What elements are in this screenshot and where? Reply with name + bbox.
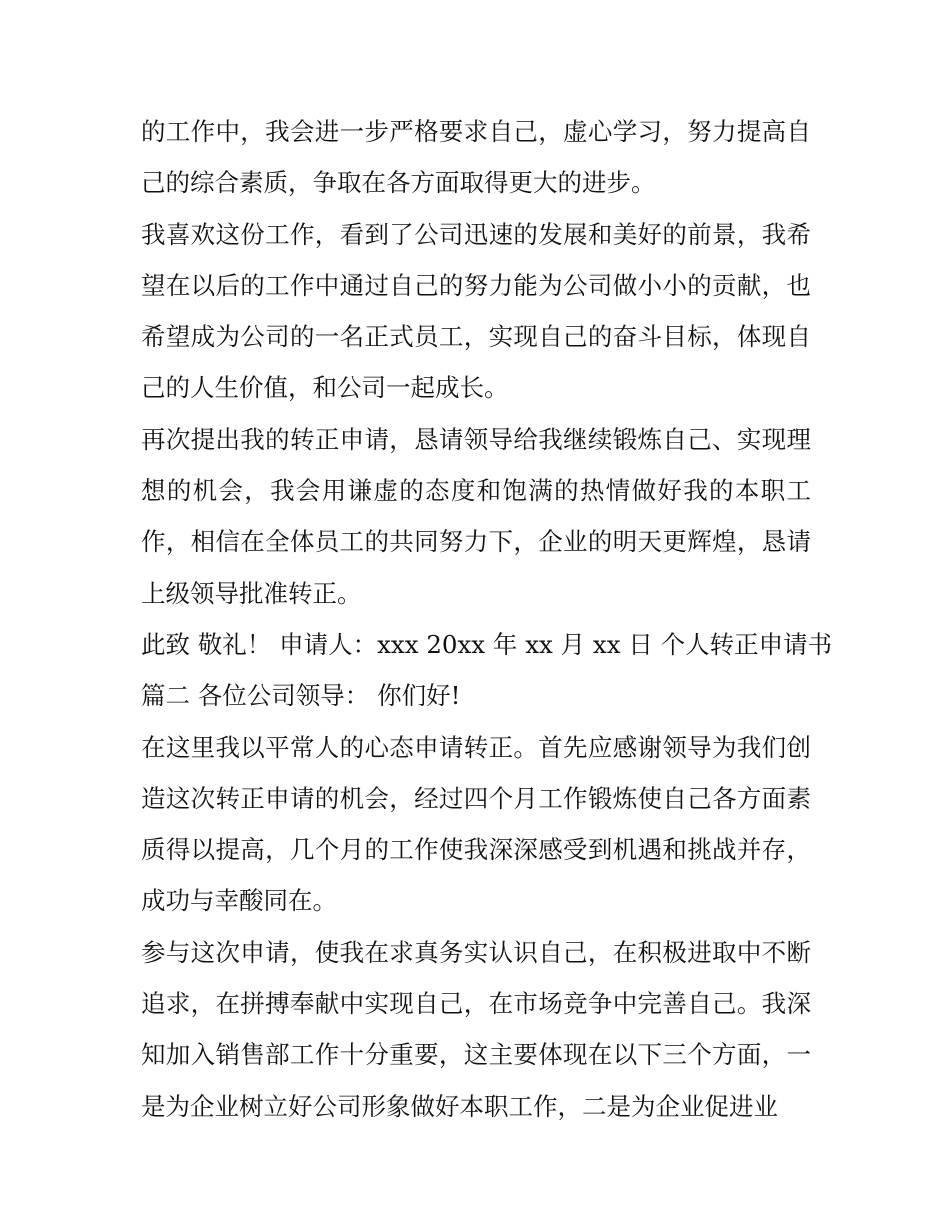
text-line: 作，相信在全体员工的共同努力下，企业的明天更辉煌，恳请 — [141, 527, 811, 557]
text-line: 知加入销售部工作十分重要，这主要体现在以下三个方面，一 — [141, 1040, 811, 1070]
text-line: 参与这次申请，使我在求真务实认识自己，在积极进取中不断 — [141, 937, 811, 967]
text-line: 己的人生价值，和公司一起成长。 — [141, 373, 509, 403]
text-line: 在这里我以平常人的心态申请转正。首先应感谢领导为我们创 — [141, 732, 811, 762]
text-line: 再次提出我的转正申请，恳请领导给我继续锻炼自己、实现理 — [141, 424, 811, 454]
text-line: 质得以提高，几个月的工作使我深深感受到机遇和挑战并存， — [141, 835, 811, 865]
text-line: 篇二 各位公司领导： 你们好! — [141, 681, 461, 711]
document-body — [141, 106, 833, 1132]
text-line: 我喜欢这份工作，看到了公司迅速的发展和美好的前景，我希 — [141, 219, 811, 249]
text-line: 是为企业树立好公司形象做好本职工作，二是为企业促进业 — [141, 1091, 778, 1121]
text-line: 想的机会，我会用谦虚的态度和饱满的热情做好我的本职工 — [141, 476, 811, 506]
text-line: 望在以后的工作中通过自己的努力能为公司做小小的贡献，也 — [141, 270, 811, 300]
text-line: 己的综合素质，争取在各方面取得更大的进步。 — [141, 168, 656, 198]
text-line: 成功与幸酸同在。 — [141, 886, 337, 916]
text-line: 的工作中，我会进一步严格要求自己，虚心学习，努力提高自 — [141, 117, 811, 146]
text-line: 上级领导批准转正。 — [141, 578, 362, 608]
text-line: 此致 敬礼！ 申请人：xxx 20xx 年 xx 月 xx 日 个人转正申请书 — [141, 629, 833, 659]
text-line: 造这次转正申请的机会，经过四个月工作锻炼使自己各方面素 — [141, 783, 811, 813]
text-line: 追求，在拼搏奉献中实现自己，在市场竞争中完善自己。我深 — [141, 989, 811, 1019]
text-line: 希望成为公司的一名正式员工，实现自己的奋斗目标，体现自 — [141, 322, 811, 352]
